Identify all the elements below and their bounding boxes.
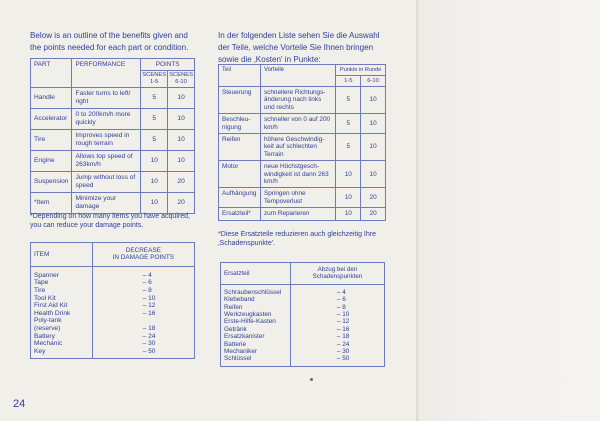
column-header-line: DECREASE	[125, 247, 161, 254]
part-cell: Accelerator	[31, 109, 72, 130]
performance-cell: 0 to 200km/h more quickly	[72, 109, 141, 130]
page-fold	[416, 0, 419, 421]
part-cell: Beschleu- nigung	[219, 114, 261, 134]
points-cell: 10	[336, 161, 361, 188]
performance-cell: Jump without loss of speed	[72, 172, 141, 193]
points-cell: 5	[336, 87, 361, 114]
points-cell: 10	[168, 130, 195, 151]
performance-cell: Improves speed in rough terrain	[72, 130, 141, 151]
column-subheader: SCENES 6-10	[168, 71, 195, 88]
points-cell: 5	[141, 88, 168, 109]
performance-cell: Minimize your damage	[72, 193, 141, 214]
part-cell: *Item	[31, 193, 72, 214]
part-cell: Aufhängung	[219, 188, 261, 208]
points-cell: 20	[168, 172, 195, 193]
table-row	[221, 284, 385, 366]
performance-cell: schnellere Richtungs- änderung nach links und rechts	[260, 87, 335, 114]
points-cell: 20	[361, 208, 386, 220]
english-intro	[30, 30, 188, 54]
english-intro-line: Below is an outline of the benefits given and	[30, 31, 188, 40]
performance-cell: zum Reparieren	[260, 208, 335, 220]
footnote-line: *Diese Ersatzteile reduzieren auch gleichzeitig Ihre	[218, 231, 376, 238]
table-row	[31, 151, 195, 172]
decrease-list: – 4 – 6 – 8 – 10 – 12 – 16 – 18 – 24 – 30 – 50	[290, 284, 384, 366]
part-cell: Engine	[31, 151, 72, 172]
points-cell: 10	[141, 172, 168, 193]
points-cell: 10	[361, 134, 386, 161]
column-subheader: SCENES 1-5	[141, 71, 168, 88]
performance-cell: schneller von 0 auf 200 km/h	[260, 114, 335, 134]
column-header: Vorteile	[260, 65, 335, 87]
decrease-list: – 4 – 6 – 8 – 10 – 12 – 16 – 18 – 24 – 30 – 50	[92, 266, 194, 359]
performance-cell: höhere Geschwindig- keit auf schlechten Terrain	[260, 134, 335, 161]
column-header: ITEM	[31, 243, 93, 267]
table-row	[219, 114, 386, 134]
column-header: Punkte in Runde	[336, 65, 386, 76]
column-header	[290, 263, 384, 285]
german-footnote	[218, 231, 376, 248]
german-intro-line: sowie die ‚Kosten' in Punkte:	[218, 55, 321, 64]
table-row	[31, 130, 195, 151]
part-cell: Reifen	[219, 134, 261, 161]
points-cell: 20	[361, 188, 386, 208]
column-header	[92, 243, 194, 267]
part-cell: Tire	[31, 130, 72, 151]
column-header: PART	[31, 59, 72, 88]
points-cell: 10	[361, 87, 386, 114]
column-subheader: 1-5	[336, 76, 361, 87]
points-cell: 5	[336, 134, 361, 161]
table-row	[219, 134, 386, 161]
english-damage-table	[30, 242, 195, 359]
performance-cell: neue Höchstgesch- windigkeit ist dann 263 km/h	[260, 161, 335, 188]
performance-cell: Springen ohne Tempoverlust	[260, 188, 335, 208]
points-cell: 5	[141, 130, 168, 151]
column-header-line: Schadenspunkten	[312, 273, 363, 281]
german-intro-line: der Teile, welche Vorteile Sie Ihnen bringen	[218, 43, 374, 52]
part-cell: Steuerung	[219, 87, 261, 114]
page-number: 24	[13, 398, 26, 410]
points-cell: 10	[168, 151, 195, 172]
points-cell: 10	[141, 193, 168, 214]
part-cell: Suspension	[31, 172, 72, 193]
points-cell: 10	[336, 208, 361, 220]
part-cell: Handle	[31, 88, 72, 109]
points-cell: 10	[141, 151, 168, 172]
item-list: Schraubenschlüssel Klebeband Reifen Werkzeugkasten Erste-Hilfe-Kasten Getränk Ersatzkanister Batterie Mechaniker Schlüssel	[221, 284, 291, 366]
german-intro-line: In der folgenden Liste sehen Sie die Auswahl	[218, 31, 380, 40]
item-list: Spanner Tape Tire Tool Kit First Aid Kit Health Drink Poly-tank (reserve) Battery Mechanic Key	[31, 266, 93, 359]
points-cell: 10	[361, 114, 386, 134]
right-page-background	[418, 0, 600, 421]
points-cell: 10	[336, 188, 361, 208]
table-row	[219, 188, 386, 208]
table-row	[31, 88, 195, 109]
part-cell: Ersatzteil*	[219, 208, 261, 220]
english-intro-line: the points needed for each part or condition.	[30, 43, 189, 52]
column-header-line: Abzug bei den	[317, 266, 358, 273]
points-cell: 5	[336, 114, 361, 134]
points-cell: 10	[361, 161, 386, 188]
column-header: Teil	[219, 65, 261, 87]
points-cell: 10	[168, 109, 195, 130]
points-cell: 5	[141, 109, 168, 130]
performance-cell: Faster turns to left/ right	[72, 88, 141, 109]
english-points-table	[30, 58, 195, 214]
column-subheader: 6-10	[361, 76, 386, 87]
german-intro	[218, 30, 380, 66]
column-header: Ersatzteil	[221, 263, 291, 285]
points-cell: 10	[168, 88, 195, 109]
performance-cell: Allows top speed of 263km/h	[72, 151, 141, 172]
english-footnote	[30, 213, 190, 230]
footnote-line: you can reduce your damage points.	[30, 221, 144, 229]
table-row	[219, 208, 386, 220]
column-header: PERFORMANCE	[72, 59, 141, 88]
table-row	[31, 266, 195, 359]
footnote-line: ‚Schadenspunkte'.	[218, 239, 275, 247]
points-cell: 20	[168, 193, 195, 214]
table-row	[31, 109, 195, 130]
column-header-line: IN DAMAGE POINTS	[112, 254, 175, 262]
print-speck	[310, 378, 313, 381]
german-damage-table	[220, 262, 385, 367]
german-points-table	[218, 64, 386, 221]
table-row	[219, 87, 386, 114]
footnote-line: *Depending on how many items you have acquired,	[30, 213, 190, 220]
table-row	[31, 193, 195, 214]
part-cell: Motor	[219, 161, 261, 188]
table-row	[219, 161, 386, 188]
table-row	[31, 172, 195, 193]
column-header: POINTS	[141, 59, 195, 71]
